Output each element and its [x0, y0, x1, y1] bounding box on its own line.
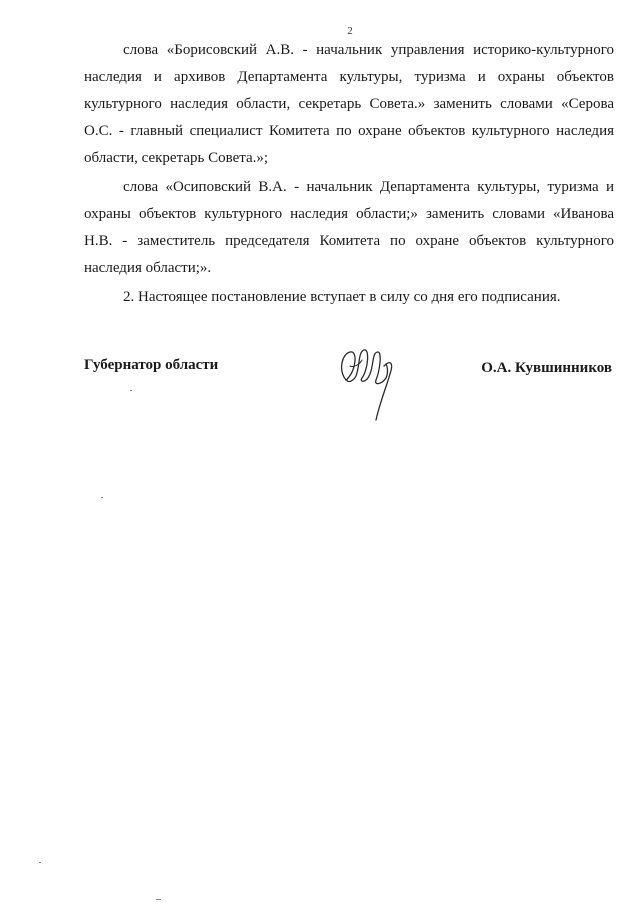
paragraph-amendment-secretary: слова «Борисовский А.В. - начальник управления историко-культурного наследия и архивов Департамента культуры, туризма и охраны объектов культурного наследия области, секретарь Совета.» заменить словами «Серова О.С. - главный специалист Комитета по охране объектов культурного наследия области, секретарь Совета.»; [84, 42, 614, 166]
scan-speck [39, 862, 41, 863]
paragraph-amendment-deputy: слова «Осиповский В.А. - начальник Департамента культуры, туризма и охраны объектов культурного наследия области;» заменить словами «Иванова Н.В. - заместитель председателя Комитета по охране объектов культурного наследия области;». [84, 179, 614, 276]
signature-block [84, 340, 614, 430]
handwritten-signature [332, 340, 402, 430]
scan-speck [101, 497, 103, 498]
scan-speck [130, 390, 132, 391]
scan-speck [156, 899, 161, 900]
document-body [84, 37, 614, 311]
page-number: 2 [347, 25, 353, 37]
signer-title: Губернатор области [84, 357, 219, 373]
paragraph-effective-date: 2. Настоящее постановление вступает в силу со дня его подписания. [123, 289, 561, 305]
signer-name: О.А. Кувшинников [481, 360, 612, 376]
